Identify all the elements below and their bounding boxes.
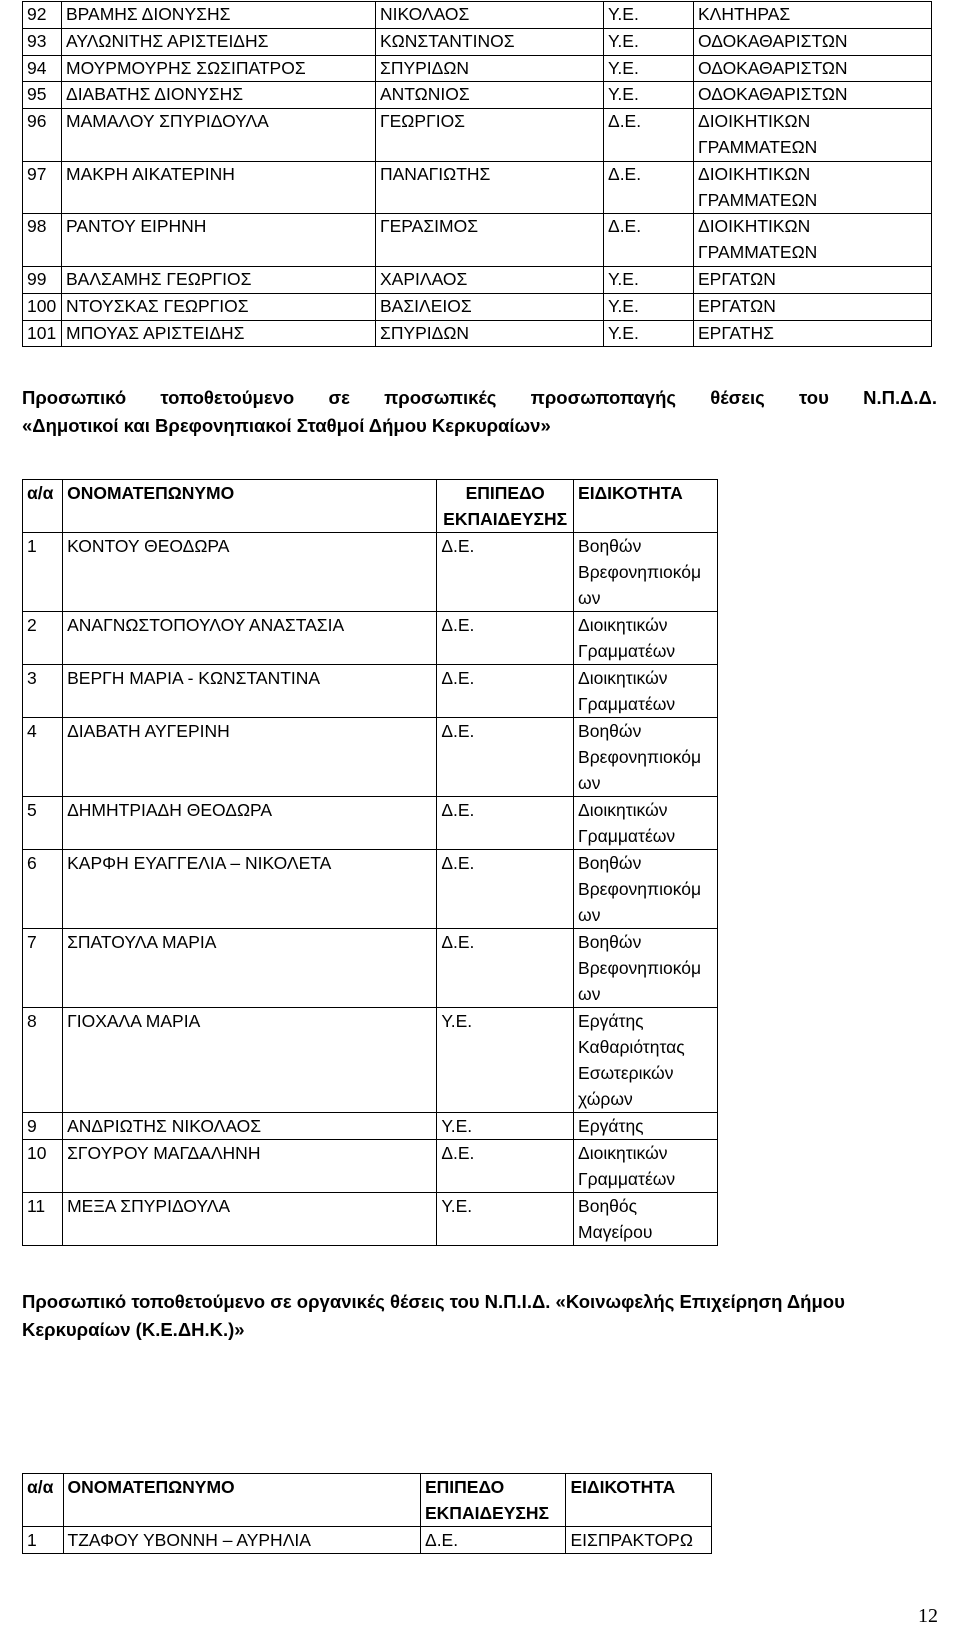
cell-father: ΠΑΝΑΓΙΩΤΗΣ	[376, 161, 604, 214]
cell-name: ΒΑΛΣΑΜΗΣ ΓΕΩΡΓΙΟΣ	[62, 266, 376, 293]
table-row	[23, 55, 932, 82]
cell-level: Δ.Ε.	[437, 612, 574, 665]
cell-num: 6	[23, 850, 63, 929]
cell-num: 11	[23, 1193, 63, 1246]
cell-father: ΒΑΣΙΛΕΙΟΣ	[376, 293, 604, 320]
cell-specialty: ΕΡΓΑΤΩΝ	[694, 266, 932, 293]
cell-name: ΤΖΑΦΟΥ ΥΒΟΝΝΗ – ΑΥΡΗΛΙΑ	[63, 1527, 420, 1554]
cell-level: Υ.Ε.	[437, 1113, 574, 1140]
cell-specialty: ΕΡΓΑΤΗΣ	[694, 320, 932, 347]
cell-father: ΝΙΚΟΛΑΟΣ	[376, 2, 604, 29]
cell-specialty: ΕΙΣΠΡΑΚΤΟΡΩ	[566, 1527, 712, 1554]
cell-name: ΜΟΥΡΜΟΥΡΗΣ ΣΩΣΙΠΑΤΡΟΣ	[62, 55, 376, 82]
table-row	[23, 797, 718, 850]
kedik-staff-table-body	[23, 1527, 712, 1554]
cell-name: ΣΓΟΥΡΟΥ ΜΑΓΔΑΛΗΝΗ	[63, 1140, 437, 1193]
cell-specialty: ΔΙΟΙΚΗΤΙΚΩΝ ΓΡΑΜΜΑΤΕΩΝ	[694, 214, 932, 267]
cell-name: ΔΙΑΒΑΤΗ ΑΥΓΕΡΙΝΗ	[63, 718, 437, 797]
table-row	[23, 1193, 718, 1246]
cell-father: ΚΩΝΣΤΑΝΤΙΝΟΣ	[376, 28, 604, 55]
cell-level: Υ.Ε.	[604, 320, 694, 347]
table-row	[23, 161, 932, 214]
personnel-table-top-body	[23, 2, 932, 347]
table-header-row	[23, 480, 718, 533]
section-heading-kedik-staff: Προσωπικό τοποθετούμενο σε οργανικές θέσεις του Ν.Π.Ι.Δ. «Κοινωφελής Επιχείρηση Δήμου Κερκυραίων (Κ.Ε.ΔΗ.Κ.)»	[22, 1291, 845, 1340]
cell-father: ΣΠΥΡΙΔΩΝ	[376, 320, 604, 347]
cell-father: ΑΝΤΩΝΙΟΣ	[376, 82, 604, 109]
table-row	[23, 28, 932, 55]
cell-num: 5	[23, 797, 63, 850]
table-row	[23, 2, 932, 29]
cell-num: 1	[23, 533, 63, 612]
cell-level: Υ.Ε.	[604, 82, 694, 109]
cell-name: ΜΕΞΑ ΣΠΥΡΙΔΟΥΛΑ	[63, 1193, 437, 1246]
cell-specialty: Βοηθών Βρεφονηπιοκόμ ων	[574, 533, 718, 612]
cell-name: ΣΠΑΤΟΥΛΑ ΜΑΡΙΑ	[63, 929, 437, 1008]
table-row	[23, 214, 932, 267]
table-header-row	[23, 1474, 712, 1527]
section-heading-line-1: Προσωπικό τοποθετούμενο σε προσωπικές προσωποπαγής θέσεις του Ν.Π.Δ.Δ.	[22, 387, 937, 408]
cell-num: 94	[23, 55, 62, 82]
table-row	[23, 850, 718, 929]
cell-level: Δ.Ε.	[437, 1140, 574, 1193]
cell-specialty: Βοηθός Μαγείρου	[574, 1193, 718, 1246]
cell-specialty: Διοικητικών Γραμματέων	[574, 1140, 718, 1193]
cell-level: Δ.Ε.	[437, 929, 574, 1008]
cell-num: 98	[23, 214, 62, 267]
table-row	[23, 266, 932, 293]
header-level: ΕΠΙΠΕΔΟ ΕΚΠΑΙΔΕΥΣΗΣ	[421, 1474, 566, 1527]
cell-father: ΓΕΡΑΣΙΜΟΣ	[376, 214, 604, 267]
cell-name: ΔΙΑΒΑΤΗΣ ΔΙΟΝΥΣΗΣ	[62, 82, 376, 109]
cell-level: Δ.Ε.	[604, 161, 694, 214]
cell-specialty: Βοηθών Βρεφονηπιοκόμ ων	[574, 718, 718, 797]
table-row	[23, 665, 718, 718]
cell-num: 96	[23, 109, 62, 162]
cell-specialty: Βοηθών Βρεφονηπιοκόμ ων	[574, 850, 718, 929]
cell-level: Δ.Ε.	[437, 533, 574, 612]
cell-num: 93	[23, 28, 62, 55]
cell-name: ΜΠΟΥΑΣ ΑΡΙΣΤΕΙΔΗΣ	[62, 320, 376, 347]
cell-level: Δ.Ε.	[421, 1527, 566, 1554]
kedik-staff-table	[22, 1473, 712, 1554]
cell-num: 3	[23, 665, 63, 718]
cell-level: Υ.Ε.	[437, 1193, 574, 1246]
table-row	[23, 533, 718, 612]
personnel-table-top	[22, 1, 932, 347]
cell-level: Υ.Ε.	[604, 55, 694, 82]
cell-num: 100	[23, 293, 62, 320]
cell-num: 95	[23, 82, 62, 109]
table-row	[23, 109, 932, 162]
cell-level: Υ.Ε.	[604, 2, 694, 29]
cell-num: 1	[23, 1527, 64, 1554]
cell-specialty: ΕΡΓΑΤΩΝ	[694, 293, 932, 320]
cell-name: ΑΝΑΓΝΩΣΤΟΠΟΥΛΟΥ ΑΝΑΣΤΑΣΙΑ	[63, 612, 437, 665]
cell-father: ΓΕΩΡΓΙΟΣ	[376, 109, 604, 162]
cell-specialty: ΟΔΟΚΑΘΑΡΙΣΤΩΝ	[694, 55, 932, 82]
cell-specialty: Εργάτης Καθαριότητας Εσωτερικών χώρων	[574, 1008, 718, 1113]
cell-name: ΜΑΜΑΛΟΥ ΣΠΥΡΙΔΟΥΛΑ	[62, 109, 376, 162]
header-num: α/α	[23, 1474, 64, 1527]
table-row	[23, 82, 932, 109]
cell-level: Δ.Ε.	[437, 665, 574, 718]
cell-level: Υ.Ε.	[437, 1008, 574, 1113]
cell-level: Υ.Ε.	[604, 28, 694, 55]
cell-name: ΜΑΚΡΗ ΑΙΚΑΤΕΡΙΝΗ	[62, 161, 376, 214]
cell-level: Δ.Ε.	[604, 109, 694, 162]
header-specialty: ΕΙΔΙΚΟΤΗΤΑ	[566, 1474, 712, 1527]
cell-num: 10	[23, 1140, 63, 1193]
cell-specialty: Διοικητικών Γραμματέων	[574, 665, 718, 718]
nursery-staff-table-body	[23, 533, 718, 1246]
table-row	[23, 1140, 718, 1193]
cell-specialty: Βοηθών Βρεφονηπιοκόμ ων	[574, 929, 718, 1008]
cell-num: 101	[23, 320, 62, 347]
cell-name: ΒΕΡΓΗ ΜΑΡΙΑ - ΚΩΝΣΤΑΝΤΙΝΑ	[63, 665, 437, 718]
cell-name: ΑΥΛΩΝΙΤΗΣ ΑΡΙΣΤΕΙΔΗΣ	[62, 28, 376, 55]
header-num: α/α	[23, 480, 63, 533]
header-level: ΕΠΙΠΕΔΟ ΕΚΠΑΙΔΕΥΣΗΣ	[437, 480, 574, 533]
cell-level: Υ.Ε.	[604, 266, 694, 293]
table-row	[23, 1527, 712, 1554]
cell-name: ΒΡΑΜΗΣ ΔΙΟΝΥΣΗΣ	[62, 2, 376, 29]
cell-specialty: ΚΛΗΤΗΡΑΣ	[694, 2, 932, 29]
cell-name: ΓΙΟΧΑΛΑ ΜΑΡΙΑ	[63, 1008, 437, 1113]
header-name: ΟΝΟΜΑΤΕΠΩΝΥΜΟ	[63, 1474, 420, 1527]
cell-num: 9	[23, 1113, 63, 1140]
section-heading-line-2: «Δημοτικοί και Βρεφονηπιακοί Σταθμοί Δήμου Κερκυραίων»	[22, 415, 551, 436]
cell-name: ΚΟΝΤΟΥ ΘΕΟΔΩΡΑ	[63, 533, 437, 612]
cell-level: Δ.Ε.	[437, 797, 574, 850]
cell-level: Δ.Ε.	[437, 850, 574, 929]
cell-num: 4	[23, 718, 63, 797]
cell-specialty: ΔΙΟΙΚΗΤΙΚΩΝ ΓΡΑΜΜΑΤΕΩΝ	[694, 161, 932, 214]
header-name: ΟΝΟΜΑΤΕΠΩΝΥΜΟ	[63, 480, 437, 533]
page-number: 12	[918, 1605, 938, 1627]
cell-num: 2	[23, 612, 63, 665]
cell-num: 97	[23, 161, 62, 214]
cell-specialty: Διοικητικών Γραμματέων	[574, 797, 718, 850]
cell-level: Δ.Ε.	[437, 718, 574, 797]
table-row	[23, 718, 718, 797]
cell-name: ΝΤΟΥΣΚΑΣ ΓΕΩΡΓΙΟΣ	[62, 293, 376, 320]
cell-specialty: Διοικητικών Γραμματέων	[574, 612, 718, 665]
cell-name: ΚΑΡΦΗ ΕΥΑΓΓΕΛΙΑ – ΝΙΚΟΛΕΤΑ	[63, 850, 437, 929]
cell-name: ΔΗΜΗΤΡΙΑΔΗ ΘΕΟΔΩΡΑ	[63, 797, 437, 850]
table-row	[23, 320, 932, 347]
cell-level: Υ.Ε.	[604, 293, 694, 320]
table-row	[23, 612, 718, 665]
table-row	[23, 1113, 718, 1140]
section-heading-nursery-staff	[22, 384, 937, 440]
cell-specialty: Εργάτης	[574, 1113, 718, 1140]
cell-father: ΣΠΥΡΙΔΩΝ	[376, 55, 604, 82]
cell-specialty: ΟΔΟΚΑΘΑΡΙΣΤΩΝ	[694, 82, 932, 109]
cell-level: Δ.Ε.	[604, 214, 694, 267]
nursery-staff-table	[22, 479, 718, 1246]
cell-num: 8	[23, 1008, 63, 1113]
header-specialty: ΕΙΔΙΚΟΤΗΤΑ	[574, 480, 718, 533]
table-row	[23, 1008, 718, 1113]
cell-specialty: ΟΔΟΚΑΘΑΡΙΣΤΩΝ	[694, 28, 932, 55]
cell-specialty: ΔΙΟΙΚΗΤΙΚΩΝ ΓΡΑΜΜΑΤΕΩΝ	[694, 109, 932, 162]
table-row	[23, 929, 718, 1008]
cell-name: ΡΑΝΤΟΥ ΕΙΡΗΝΗ	[62, 214, 376, 267]
cell-name: ΑΝΔΡΙΩΤΗΣ ΝΙΚΟΛΑΟΣ	[63, 1113, 437, 1140]
cell-num: 99	[23, 266, 62, 293]
table-row	[23, 293, 932, 320]
cell-num: 92	[23, 2, 62, 29]
cell-father: ΧΑΡΙΛΑΟΣ	[376, 266, 604, 293]
cell-num: 7	[23, 929, 63, 1008]
